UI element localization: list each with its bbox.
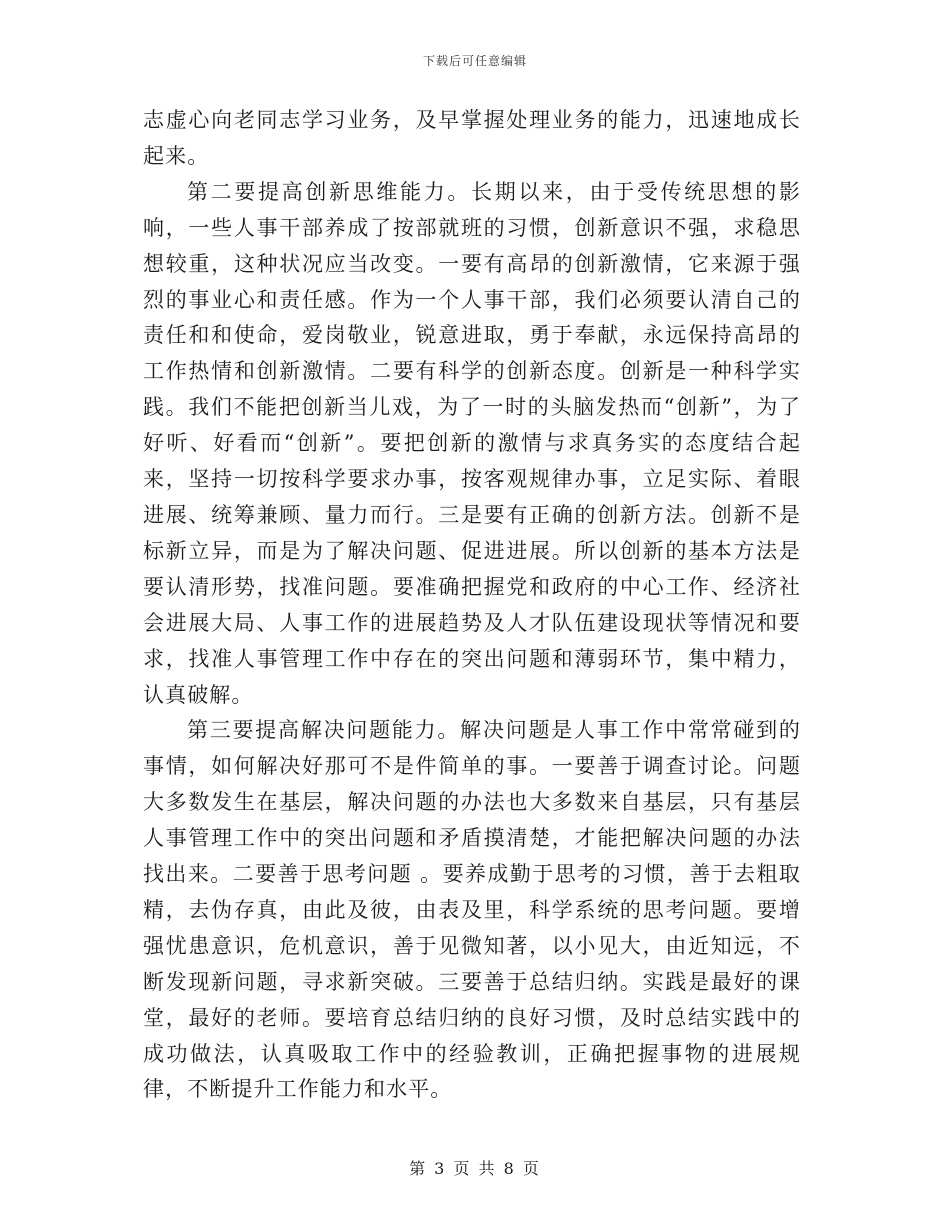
paragraph-problem-solving: 第三要提高解决问题能力。解决问题是人事工作中常常碰到的事情，如何解决好那可不是件简单的事。一要善于调查讨论。问题大多数发生在基层，解决问题的办法也大多数来自基层，只有基层人事管理工作中的突出问题和矛盾摸清楚，才能把解决问题的办法找出来。二要善于思考问题 。要养成勤于思考的习惯，善于去粗取精，去伪存真，由此及彼，由表及里，科学系统的思考问题。要增强忧患意识，危机意识，善于见微知著，以小见大，由近知远，不断发现新问题，寻求新突破。三要善于总结归纳。实践是最好的课堂，最好的老师。要培育总结归纳的良好习惯，及时总结实践中的成功做法，认真吸取工作中的经验教训，正确把握事物的进展规律，不断提升工作能力和水平。: [143, 718, 801, 1102]
paragraph-innovation-thinking: 第二要提高创新思维能力。长期以来，由于受传统思想的影响，一些人事干部养成了按部就班的习惯，创新意识不强，求稳思想较重，这种状况应当改变。一要有高昂的创新激情，它来源于强烈的事业心和责任感。作为一个人事干部，我们必须要认清自己的责任和和使命，爱岗敬业，锐意进取，勇于奉献，永远保持高昂的工作热情和创新激情。二要有科学的创新态度。创新是一种科学实践。我们不能把创新当儿戏，为了一时的头脑发热而“创新”，为了好听、好看而“创新”。要把创新的激情与求真务实的态度结合起来，坚持一切按科学要求办事，按客观规律办事，立足实际、着眼进展、统筹兼顾、量力而行。三是要有正确的创新方法。创新不是标新立异，而是为了解决问题、促进进展。所以创新的基本方法是要认清形势，找准问题。要准确把握党和政府的中心工作、经济社会进展大局、人事工作的进展趋势及人才队伍建设现状等情况和要求，找准人事管理工作中存在的突出问题和薄弱环节，集中精力，认真破解。: [143, 179, 802, 707]
paragraph-continuation: 志虚心向老同志学习业务，及早掌握处理业务的能力，迅速地成长起来。: [143, 108, 801, 168]
page-number-footer: 第 3 页 共 8 页: [409, 1159, 541, 1178]
body-text: [143, 103, 801, 1108]
header-note: 下载后可任意编辑: [422, 54, 527, 68]
